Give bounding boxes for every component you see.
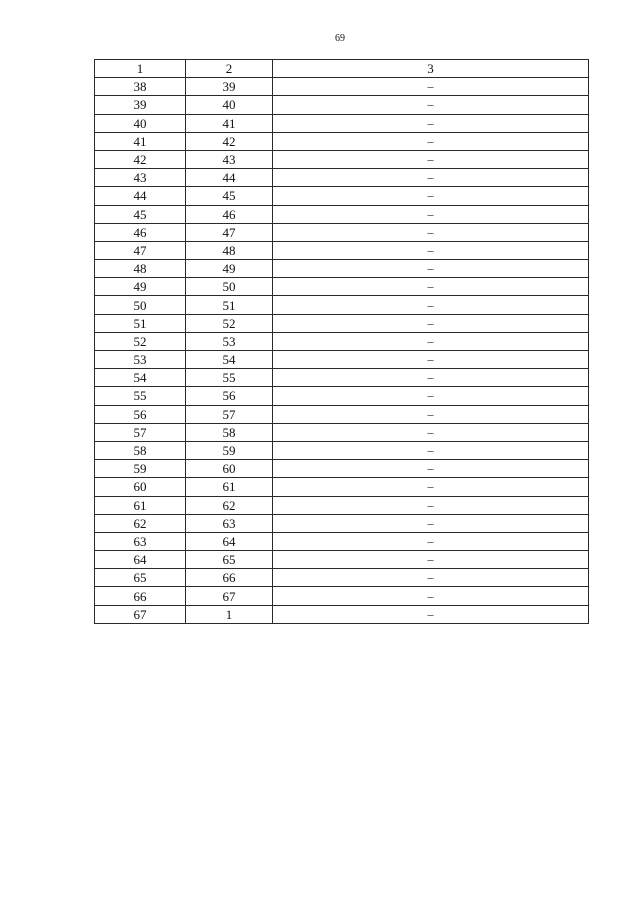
table-cell-col-1: 63 bbox=[95, 532, 186, 550]
table-row bbox=[95, 314, 589, 332]
table-cell-col-2: 56 bbox=[186, 387, 273, 405]
table-row bbox=[95, 405, 589, 423]
table-row bbox=[95, 369, 589, 387]
table-cell-col-3: – bbox=[273, 351, 589, 369]
table-cell-col-3: – bbox=[273, 332, 589, 350]
table-cell-col-3: – bbox=[273, 241, 589, 259]
table-cell-col-2: 57 bbox=[186, 405, 273, 423]
table-cell-col-2: 49 bbox=[186, 260, 273, 278]
table-cell-col-2: 58 bbox=[186, 423, 273, 441]
table-cell-col-1: 42 bbox=[95, 150, 186, 168]
table-cell-col-3: – bbox=[273, 587, 589, 605]
table-cell-col-1: 47 bbox=[95, 241, 186, 259]
table-cell-col-3: – bbox=[273, 278, 589, 296]
table-row bbox=[95, 187, 589, 205]
table-cell-col-2: 50 bbox=[186, 278, 273, 296]
table-cell-col-1: 52 bbox=[95, 332, 186, 350]
table-cell-col-1: 65 bbox=[95, 569, 186, 587]
table-cell-col-3: – bbox=[273, 314, 589, 332]
table-row bbox=[95, 296, 589, 314]
table-row bbox=[95, 387, 589, 405]
table-cell-col-1: 40 bbox=[95, 114, 186, 132]
table-row bbox=[95, 460, 589, 478]
table-row bbox=[95, 351, 589, 369]
table-row bbox=[95, 150, 589, 168]
table-header bbox=[95, 60, 589, 78]
column-header-2: 2 bbox=[186, 60, 273, 78]
table-cell-col-2: 67 bbox=[186, 587, 273, 605]
page-number: 69 bbox=[335, 33, 345, 44]
table-row bbox=[95, 169, 589, 187]
table-cell-col-1: 58 bbox=[95, 441, 186, 459]
table-row bbox=[95, 78, 589, 96]
table-cell-col-1: 66 bbox=[95, 587, 186, 605]
table-cell-col-1: 60 bbox=[95, 478, 186, 496]
table-cell-col-2: 61 bbox=[186, 478, 273, 496]
table-cell-col-1: 45 bbox=[95, 205, 186, 223]
table-row bbox=[95, 478, 589, 496]
table-cell-col-3: – bbox=[273, 605, 589, 623]
table-cell-col-3: – bbox=[273, 532, 589, 550]
table-cell-col-2: 39 bbox=[186, 78, 273, 96]
table-cell-col-3: – bbox=[273, 514, 589, 532]
table-cell-col-1: 48 bbox=[95, 260, 186, 278]
table-cell-col-2: 65 bbox=[186, 551, 273, 569]
table-cell-col-2: 60 bbox=[186, 460, 273, 478]
table-row bbox=[95, 423, 589, 441]
table-cell-col-2: 66 bbox=[186, 569, 273, 587]
table-cell-col-2: 62 bbox=[186, 496, 273, 514]
column-header-3: 3 bbox=[273, 60, 589, 78]
table-row bbox=[95, 569, 589, 587]
table-cell-col-1: 55 bbox=[95, 387, 186, 405]
table-cell-col-2: 64 bbox=[186, 532, 273, 550]
table-cell-col-2: 63 bbox=[186, 514, 273, 532]
header-row bbox=[95, 60, 589, 78]
table-row bbox=[95, 514, 589, 532]
table-cell-col-1: 64 bbox=[95, 551, 186, 569]
table-row bbox=[95, 332, 589, 350]
table-row bbox=[95, 114, 589, 132]
table-cell-col-1: 53 bbox=[95, 351, 186, 369]
table-cell-col-3: – bbox=[273, 405, 589, 423]
table-cell-col-2: 42 bbox=[186, 132, 273, 150]
table-row bbox=[95, 241, 589, 259]
table-cell-col-2: 45 bbox=[186, 187, 273, 205]
table-row bbox=[95, 587, 589, 605]
table-cell-col-3: – bbox=[273, 569, 589, 587]
table-cell-col-1: 57 bbox=[95, 423, 186, 441]
table-row bbox=[95, 223, 589, 241]
table-cell-col-3: – bbox=[273, 369, 589, 387]
table-row bbox=[95, 278, 589, 296]
table-row bbox=[95, 551, 589, 569]
table-cell-col-3: – bbox=[273, 423, 589, 441]
table-row bbox=[95, 96, 589, 114]
table-cell-col-3: – bbox=[273, 223, 589, 241]
table-body bbox=[95, 78, 589, 624]
table-cell-col-1: 46 bbox=[95, 223, 186, 241]
table-cell-col-3: – bbox=[273, 296, 589, 314]
table-row bbox=[95, 605, 589, 623]
table-cell-col-3: – bbox=[273, 132, 589, 150]
table-cell-col-1: 38 bbox=[95, 78, 186, 96]
table-cell-col-1: 56 bbox=[95, 405, 186, 423]
table-cell-col-2: 41 bbox=[186, 114, 273, 132]
table-cell-col-2: 43 bbox=[186, 150, 273, 168]
data-table bbox=[94, 59, 589, 624]
table-cell-col-2: 54 bbox=[186, 351, 273, 369]
table-cell-col-1: 43 bbox=[95, 169, 186, 187]
table-cell-col-1: 51 bbox=[95, 314, 186, 332]
table-cell-col-3: – bbox=[273, 441, 589, 459]
table-cell-col-1: 49 bbox=[95, 278, 186, 296]
table-cell-col-2: 53 bbox=[186, 332, 273, 350]
table-cell-col-3: – bbox=[273, 387, 589, 405]
table-cell-col-3: – bbox=[273, 551, 589, 569]
table-cell-col-2: 1 bbox=[186, 605, 273, 623]
table-cell-col-2: 44 bbox=[186, 169, 273, 187]
table-cell-col-2: 40 bbox=[186, 96, 273, 114]
table-cell-col-3: – bbox=[273, 260, 589, 278]
column-header-1: 1 bbox=[95, 60, 186, 78]
table-row bbox=[95, 205, 589, 223]
table-row bbox=[95, 132, 589, 150]
table-cell-col-1: 44 bbox=[95, 187, 186, 205]
table-cell-col-1: 59 bbox=[95, 460, 186, 478]
table-cell-col-3: – bbox=[273, 96, 589, 114]
table-cell-col-3: – bbox=[273, 460, 589, 478]
table-cell-col-1: 54 bbox=[95, 369, 186, 387]
table-cell-col-2: 51 bbox=[186, 296, 273, 314]
table-cell-col-2: 59 bbox=[186, 441, 273, 459]
table-cell-col-1: 39 bbox=[95, 96, 186, 114]
table-cell-col-3: – bbox=[273, 169, 589, 187]
table-cell-col-1: 50 bbox=[95, 296, 186, 314]
table-cell-col-2: 46 bbox=[186, 205, 273, 223]
table-cell-col-2: 55 bbox=[186, 369, 273, 387]
table-row bbox=[95, 532, 589, 550]
table-row bbox=[95, 441, 589, 459]
table-cell-col-2: 52 bbox=[186, 314, 273, 332]
table-cell-col-3: – bbox=[273, 150, 589, 168]
table-cell-col-1: 62 bbox=[95, 514, 186, 532]
table-cell-col-1: 67 bbox=[95, 605, 186, 623]
table-cell-col-3: – bbox=[273, 78, 589, 96]
table-row bbox=[95, 496, 589, 514]
table-cell-col-2: 47 bbox=[186, 223, 273, 241]
table-cell-col-3: – bbox=[273, 205, 589, 223]
table-cell-col-1: 61 bbox=[95, 496, 186, 514]
table-cell-col-3: – bbox=[273, 478, 589, 496]
table-cell-col-3: – bbox=[273, 187, 589, 205]
table-cell-col-3: – bbox=[273, 496, 589, 514]
table-cell-col-1: 41 bbox=[95, 132, 186, 150]
table-row bbox=[95, 260, 589, 278]
table-cell-col-3: – bbox=[273, 114, 589, 132]
table-cell-col-2: 48 bbox=[186, 241, 273, 259]
